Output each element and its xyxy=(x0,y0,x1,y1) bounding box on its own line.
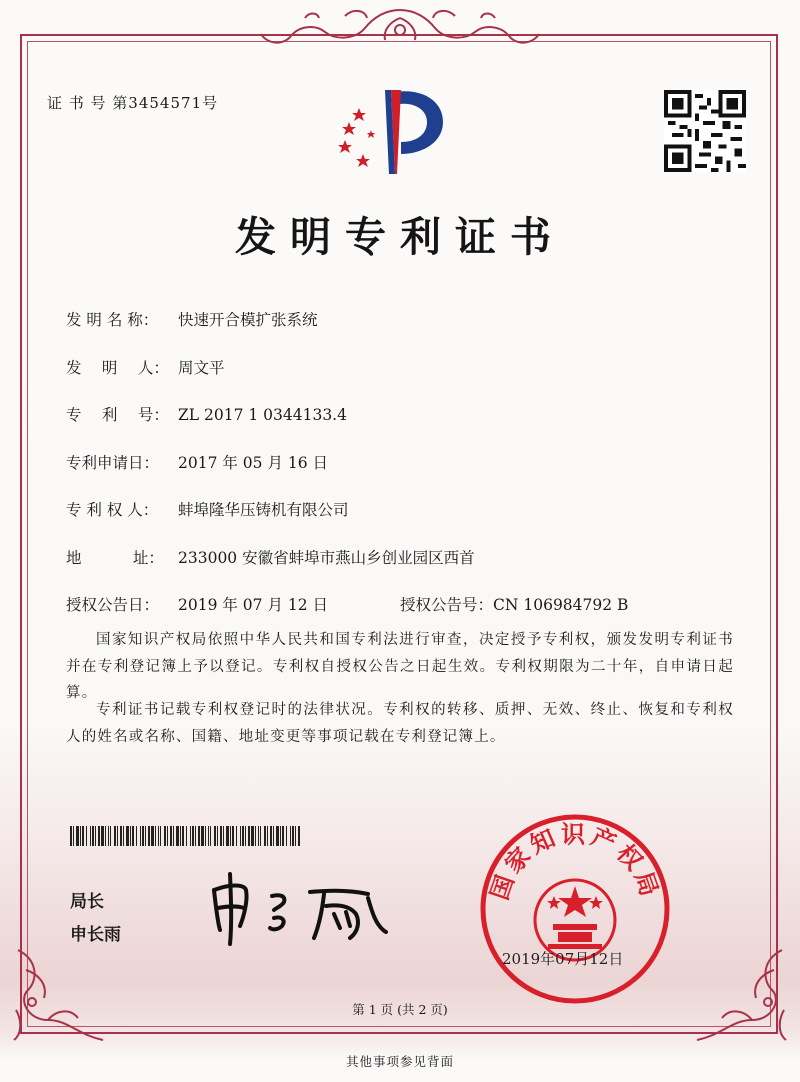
patent-number-label: 专 利 号： xyxy=(66,406,169,424)
filing-date-value: 2017 年 05 月 16 日 xyxy=(178,454,329,472)
svg-text:国家知识产权局: 国家知识产权局 xyxy=(485,820,665,904)
grant-number-value: CN 106984792 B xyxy=(493,596,629,614)
official-seal-icon xyxy=(478,812,672,1006)
footer-note: 其他事项参见背面 xyxy=(345,1054,454,1069)
barcode-icon xyxy=(70,826,302,846)
certificate-number: 证 书 号 第3454571号 xyxy=(47,94,219,112)
patentee-label: 专 利 权 人： xyxy=(66,501,159,519)
body-paragraph-1: 国家知识产权局依照中华人民共和国专利法进行审查，决定授予专利权，颁发发明专利证书并在专利登记簿上予以登记。专利权自授权公告之日起生效。专利权期限为二十年，自申请日起算。 xyxy=(66,632,734,701)
grant-date-value: 2019 年 07 月 12 日 xyxy=(178,596,329,614)
address-value: 233000 安徽省蚌埠市燕山乡创业园区西首 xyxy=(178,549,475,567)
corner-ornament-left-icon xyxy=(8,940,118,1050)
patent-number-value: ZL 2017 1 0344133.4 xyxy=(178,406,347,424)
patentee-value: 蚌埠隆华压铸机有限公司 xyxy=(178,501,349,519)
certificate-title: 发明专利证书 xyxy=(235,213,565,261)
filing-date-label: 专利申请日： xyxy=(66,454,160,472)
invention-name-row xyxy=(66,308,318,330)
patentee-row xyxy=(66,498,349,520)
invention-name-label: 发 明 名 称： xyxy=(66,311,159,329)
corner-ornament-right-icon xyxy=(682,940,792,1050)
inventor-value: 周文平 xyxy=(178,359,225,377)
patent-office-logo-icon xyxy=(325,82,465,182)
address-row xyxy=(66,546,475,568)
director-title: 局长 xyxy=(70,892,104,912)
inventor-row xyxy=(66,356,225,378)
address-label: 地 址： xyxy=(66,549,164,567)
grant-number-label: 授权公告号： xyxy=(400,596,494,614)
signature-icon xyxy=(200,868,410,948)
grant-date-label: 授权公告日： xyxy=(66,596,160,614)
inventor-label: 发 明 人： xyxy=(66,359,169,377)
invention-name-value: 快速开合模扩张系统 xyxy=(178,311,318,329)
patent-number-row xyxy=(66,403,347,425)
grant-number-row xyxy=(400,593,628,615)
top-ornament-icon xyxy=(255,4,545,50)
page-number: 第 1 页 (共 2 页) xyxy=(352,1002,448,1017)
filing-date-row xyxy=(66,451,328,473)
director-name: 申长雨 xyxy=(70,925,121,945)
qr-code-icon xyxy=(664,90,746,172)
grant-date-row xyxy=(66,593,328,615)
seal-date: 2019年07月12日 xyxy=(502,950,624,968)
body-paragraph-2: 专利证书记载专利权登记时的法律状况。专利权的转移、质押、无效、终止、恢复和专利权人的姓名或名称、国籍、地址变更等事项记载在专利登记簿上。 xyxy=(66,702,734,745)
